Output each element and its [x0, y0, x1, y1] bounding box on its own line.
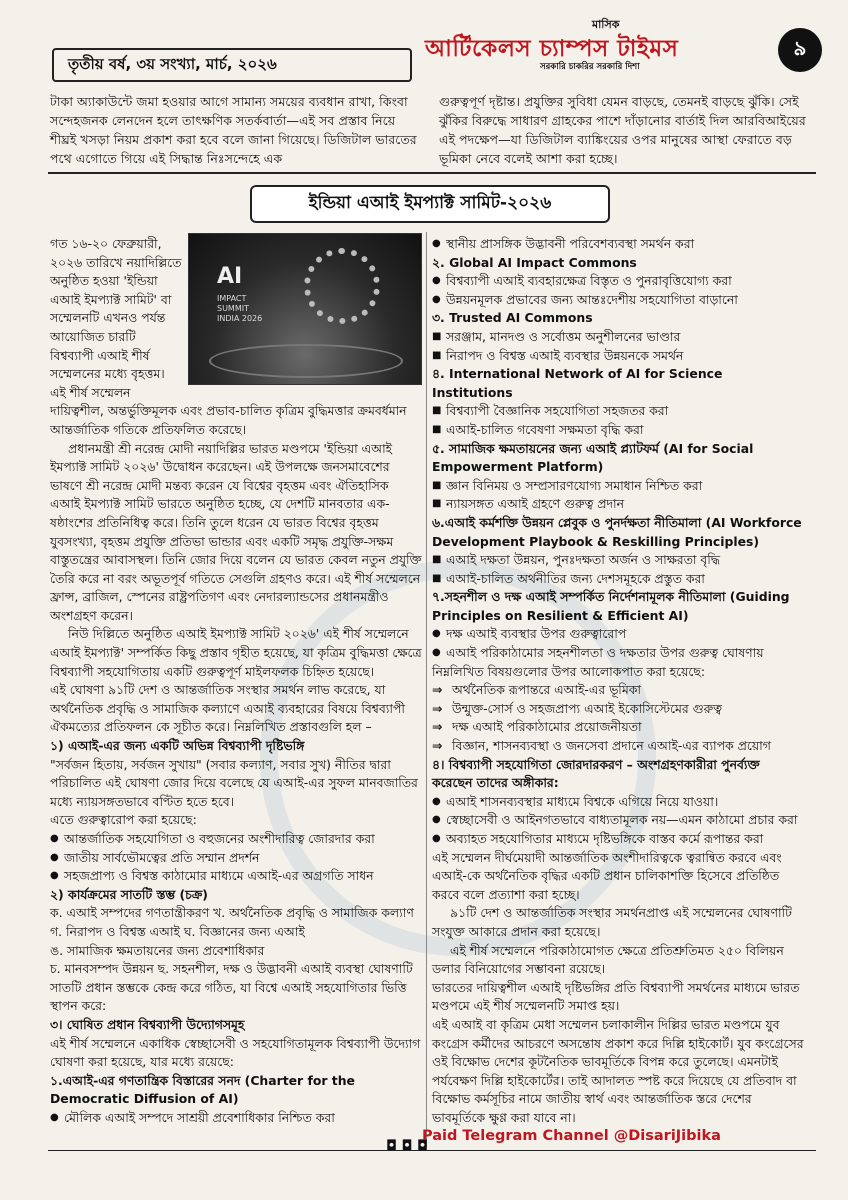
expectation-paragraph: এই সম্মেলন দীর্ঘমেয়াদী আন্তর্জাতিক অংশীদারিত্বকে ত্বরান্বিত করবে এবং এআই-কে অর্থনৈতিক বৃদ্ধির একটি প্রধান চালিকাশক্তি হিসেবে প্রতিষ্ঠিত করবে বলে প্রত্যাশা করা হচ্ছে। [432, 849, 782, 902]
heading-initiatives: ৩। ঘোষিত প্রধান বিশ্বব্যাপী উদ্যোগসমূহ [50, 1016, 245, 1032]
top-right-text: গুরুত্বপূর্ণ দৃষ্টান্ত। প্রযুক্তির সুবিধা যেমন বাড়ছে, তেমনই বাড়ছে ঝুঁকি। সেই ঝুঁকির বিরুদ্ধে সাধারণ গ্রাহকের পাশে দাঁড়ানোর বার্তাই দিল আরবিআইয়ের এই পদক্ষেপ—যা ডিজিটাল ব্যাঙ্কিংয়ের ওপর মানুষের আস্থা ফেরাতে বড় ভূমিকা নেবে বলেই আশা করা হচ্ছে। [439, 94, 806, 166]
column-divider [426, 232, 427, 1147]
declaration-paragraph: ৯১টি দেশ ও আন্তর্জাতিক সংস্থার সমর্থনপ্রাপ্ত এই সম্মেলনের ঘোষণাটি সংযুক্ত আকারে প্রদান করা হয়েছে। [432, 905, 792, 939]
pillars-paragraph: চ. মানবসম্পদ উন্নয়ন ছ. সহনশীল, দক্ষ ও উদ্ভাবনী এআই ব্যবস্থা ঘোষণাটি সাতটি প্রধান স্তম্ভকে কেন্দ্র করে গঠিত, যা বিশ্বে এআই সহযোগিতার ভিত্তি স্থাপন করে: [50, 961, 413, 1014]
list-item: ■ বিশ্বব্যাপী বৈজ্ঞানিক সহযোগিতা সহজতর করা [432, 402, 804, 421]
arrow-item: ⇒ দক্ষ এআই পরিকাঠামোর প্রয়োজনীয়তা [432, 718, 804, 737]
list-item: ● মৌলিক এআই সম্পদে সাশ্রয়ী প্রবেশাধিকার নিশ্চিত করা [50, 1109, 422, 1128]
list-item: ● স্বেচ্ছাসেবী ও আইনগতভাবে বাধ্যতামূলক নয়—এমন কাঠামো প্রচার করা [432, 811, 804, 830]
list-item: ● অব্যাহত সহযোগিতার মাধ্যমে দৃষ্টিভঙ্গিকে বাস্তব কর্মে রূপান্তর করা [432, 830, 804, 849]
heading-resilient-ai: ৭.সহনশীল ও দক্ষ এআই সম্পর্কিত নির্দেশনামূলক নীতিমালা (Guiding Principles on Resilient & Efficient AI) [432, 589, 790, 623]
heading-shared-vision: ১) এআই-এর জন্য একটি অভিন্ন বিশ্বব্যাপী দৃষ্টিভঙ্গি [50, 738, 305, 754]
list-item: ■ ন্যায়সঙ্গত এআই গ্রহণে গুরুত্ব প্রদান [432, 495, 804, 514]
heading-trusted-commons: ৩. Trusted AI Commons [432, 310, 593, 326]
list-item: ● স্থানীয় প্রাসঙ্গিক উদ্ভাবনী পরিবেশব্যবস্থা সমর্থন করা [432, 235, 804, 254]
list-item: ● এআই শাসনব্যবস্থার মাধ্যমে বিশ্বকে এগিয়ে নিয়ে যাওয়া। [432, 793, 804, 812]
pm-paragraph: প্রধানমন্ত্রী শ্রী নরেন্দ্র মোদী নয়াদিল্লির ভারত মণ্ডপমে 'ইন্ডিয়া এআই ইমপ্যাক্ট সামিট ২০২৬' উদ্বোধন করেছেন। এই উপলক্ষে জনসমাবেশের ভাষণে শ্রী নরেন্দ্র মোদী মন্তব্য করেন যে বিশ্বের বৃহত্তম এবং ঐতিহাসিক এআই ইমপ্যাক্ট সামিট ভারতে অনুষ্ঠিত হচ্ছে, যে দেশটি মানবতার এক-ষষ্ঠাংশের প্রতিনিধিত্ব করে। তিনি তুলে ধরেন যে ভারত বিশ্বের বৃহত্তম যুবসংখ্যা, বৃহত্তম প্রযুক্তি প্রতিভা ভান্ডার এবং একটি সমৃদ্ধ প্রযুক্তি-সক্ষম বাস্তুতন্ত্রের আবাসস্থল। তিনি জোর দিয়ে বলেন যে ভারত কেবল নতুন প্রযুক্তি তৈরি করে না বরং অভূতপূর্ব গতিতে সেগুলি গ্রহণও করে। এই শীর্ষ সম্মেলনে ফ্রান্স, ব্রাজিল, স্পেনের রাষ্ট্রপতিগণ এবং নেদারল্যান্ডসের প্রধানমন্ত্রীও অংশগ্রহণ করেন। [50, 440, 422, 623]
heading-global-commons: ২. Global AI Impact Commons [432, 254, 637, 270]
page-number: ৯ [778, 28, 822, 72]
list-item: ■ নিরাপদ ও বিশ্বস্ত এআই ব্যবস্থার উন্নয়নকে সমর্থন [432, 347, 804, 366]
list-item: ● জাতীয় সার্বভৌমত্বের প্রতি সম্মান প্রদর্শন [50, 849, 422, 868]
top-left-text: টাকা অ্যাকাউন্টে জমা হওয়ার আগে সামান্য সময়ের ব্যবধান রাখা, কিংবা সন্দেহজনক লেনদেন হলে তাৎক্ষণিক সতর্কবার্তা—এই সব প্রস্তাব নিয়ে শীঘ্রই খসড়া নিয়ম প্রকাশ করা হবে বলে জানা গিয়েছে। ডিজিটাল ভারতের পথে এগোতে গিয়ে এই সিদ্ধান্ত নিঃসন্দেহে এক [50, 94, 417, 166]
summit-logo-ring [304, 248, 380, 324]
list-item: ● সহজপ্রাপ্য ও বিশ্বস্ত কাঠামোর মাধ্যমে এআই-এর অগ্রগতি সাধন [50, 867, 422, 886]
list-item: ■ এআই-চালিত গবেষণা সক্ষমতা বৃদ্ধি করা [432, 421, 804, 440]
heading-workforce: ৬.এআই কর্মশক্তি উন্নয়ন প্লেবুক ও পুনর্দক্ষতা নীতিমালা (AI Workforce Development Playbook & Reskilling Principles) [432, 514, 802, 549]
summit-photo-title: AI [217, 264, 243, 289]
list-item: ● উন্নয়নমূলক প্রভাবের জন্য আন্তঃদেশীয় সহযোগিতা বাড়ানো [432, 291, 804, 310]
right-column [432, 235, 804, 1128]
proposals-paragraph: নিউ দিল্লিতে অনুষ্ঠিত এআই ইমপ্যাক্ট সামিট ২০২৬' এই শীর্ষ সম্মেলনে এআই ইমপ্যাক্ট' সম্পর্কিত কিছু প্রস্তাব গৃহীত হয়েছে, যা কৃত্রিম বুদ্ধিমত্তা ক্ষেত্রে বিশ্বব্যাপী সহযোগিতায় একটি গুরুত্বপূর্ণ মাইলফলক চিহ্নিত হয়েছে। [50, 626, 422, 679]
footer-ornaments: ◘ ◘ ◘ [386, 1138, 429, 1154]
list-item: ■ এআই-চালিত অর্থনীতির জন্য দেশসমূহকে প্রস্তুত করা [432, 570, 804, 589]
focus-line: নিম্নলিখিত বিষয়গুলোর উপর আলোকপাত করা হয়েছে: [432, 663, 706, 679]
list-item: ● বিশ্বব্যাপী এআই ব্যবহারক্ষেত্র বিস্তৃত ও পুনরাবৃত্তিযোগ্য করা [432, 272, 804, 291]
pillars-line-1: ক. এআই সম্পদের গণতান্ত্রীকরণ খ. অর্থনৈতিক প্রবৃদ্ধি ও সামাজিক কল্যাণ [50, 905, 414, 921]
pillars-line-3: ঙ. সামাজিক ক্ষমতায়নের জন্য প্রবেশাধিকার [50, 942, 265, 958]
vision-paragraph: "সর্বজন হিতায়, সর্বজন সুখায়" (সবার কল্যাণ, সবার সুখ) নীতির দ্বারা পরিচালিত এই ঘোষণা জোর দিয়ে বলেছে যে এআই-এর সুফল মানবজাতির মধ্যে ন্যায়সঙ্গতভাবে বণ্টিত হতে হবে। [50, 756, 418, 809]
heading-seven-pillars: ২) কার্যক্রমের সাতটি স্তম্ভ (চক্র) [50, 886, 208, 902]
bottom-rule [48, 1150, 816, 1151]
heading-social-empowerment: ৫. সামাজিক ক্ষমতায়নের জন্য এআই প্ল্যাটফর্ম (AI for Social Empowerment Platform) [432, 440, 754, 475]
list-item: ■ এআই দক্ষতা উন্নয়ন, পুনঃদক্ষতা অর্জন ও সাক্ষরতা বৃদ্ধি [432, 551, 804, 570]
heading-science-network: ৪. International Network of AI for Science Institutions [432, 366, 723, 400]
intro-paragraph: গত ১৬-২০ ফেব্রুয়ারী, ২০২৬ তারিখে নয়াদিল্লিতে অনুষ্ঠিত হওয়া 'ইন্ডিয়া এআই ইমপ্যাক্ট সামিট' বা সম্মেলনটি এখনও পর্যন্ত আয়োজিত চারটি বিশ্বব্যাপী এআই শীর্ষ সম্মেলনের মধ্যে বৃহত্তম। এই শীর্ষ সম্মেলন দায়িত্বশীল, অন্তর্ভুক্তিমূলক এবং প্রভাব-চালিত কৃত্রিম বুদ্ধিমত্তার ক্রমবর্ধমান আন্তর্জাতিক গতিকে প্রতিফলিত করেছে। [50, 236, 407, 437]
article-banner-title: ইন্ডিয়া এআই ইমপ্যাক্ট সামিট-২০২৬ [250, 185, 610, 223]
issue-text: তৃতীয় বর্ষ, ৩য় সংখ্যা, মার্চ, ২০২৬ [68, 54, 277, 73]
emphasis-line: এতে গুরুত্বারোপ করা হয়েছে: [50, 812, 197, 828]
summit-photo-sub: IMPACT SUMMIT INDIA 2026 [217, 294, 263, 323]
section-divider [48, 172, 816, 174]
arrow-item: ⇒ অর্থনৈতিক রূপান্তরে এআই-এর ভূমিকা [432, 681, 804, 700]
list-item: ● আন্তর্জাতিক সহযোগিতা ও বহুজনের অংশীদারিত্ব জোরদার করা [50, 830, 422, 849]
summit-photo [188, 233, 422, 385]
heading-cooperation: ৪। বিশ্বব্যাপী সহযোগিতা জোরদারকরণ – অংশগ্রহণকারীরা পুনর্ব্যক্ত করেছেন তাদের অঙ্গীকার: [432, 756, 760, 791]
investment-paragraph: এই শীর্ষ সম্মেলনে পরিকাঠামোগত ক্ষেত্রে প্রতিশ্রুতিমত ২৫০ বিলিয়ন ডলার বিনিয়োগের সম্ভাবনা রয়েছে। [432, 942, 784, 977]
pillars-line-2: গ. নিরাপদ ও বিশ্বস্ত এআই ঘ. বিজ্ঞানের জন্য এআই [50, 923, 305, 939]
list-item: ● দক্ষ এআই ব্যবস্থার উপর গুরুত্বারোপ [432, 625, 804, 644]
issue-box [52, 48, 412, 82]
highcourt-paragraph: এই এআই বা কৃত্রিম মেধা সম্মেলন চলাকালীন দিল্লির ভারত মণ্ডপমে যুব কংগ্রেস কর্মীদের আচরণে অসন্তোষ প্রকাশ করে দিল্লি হাইকোর্ট। যুব কংগ্রেসের ওই বিক্ষোভ দেশের কূটনৈতিক ভাবমূর্তিকে বিপন্ন করে তুলেছে। এমনটাই পর্যবেক্ষণ দিল্লি হাইকোর্টের। তাই আদালত স্পষ্ট করে দিয়েছে যে প্রতিবাদ বা বিক্ষোভ কর্মসূচির নামে জাতীয় স্বার্থ এবং আন্তর্জাতিক স্তরে দেশের ভাবমূর্তিকে ক্ষুণ্ণ করা যাবে না। [432, 1016, 804, 1125]
magazine-subtitle: সরকারি চাকরির সরকারি দিশা [540, 62, 640, 72]
telegram-watermark-bottom: Paid Telegram Channel @DisariJibika [422, 1128, 721, 1144]
arrow-item: ⇒ বিজ্ঞান, শাসনব্যবস্থা ও জনসেবা প্রদানে এআই-এর ব্যাপক প্রয়োগ [432, 737, 804, 756]
initiatives-paragraph: এই শীর্ষ সম্মেলনে একাধিক স্বেচ্ছাসেবী ও সহযোগিতামূলক বিশ্বব্যাপী উদ্যোগ ঘোষণা করা হয়েছে, যার মধ্যে রয়েছে: [50, 1035, 421, 1070]
list-item: ■ জ্ঞান বিনিময় ও সম্প্রসারণযোগ্য সমাধান নিশ্চিত করা [432, 477, 804, 496]
magazine-title-logo: আর্টিকেলস চ্যাম্পস টাইমস [425, 35, 679, 62]
top-continuation [50, 92, 814, 168]
left-column [50, 235, 422, 1128]
magazine-frequency: মাসিক [592, 18, 620, 31]
support-paragraph: এই ঘোষণা ৯১টি দেশ ও আন্তর্জাতিক সংস্থার সমর্থন লাভ করেছে, যা অর্থনৈতিক প্রবৃদ্ধি ও সামাজিক কল্যাণে এআই ব্যবহারের বিষয়ে বিশ্বব্যাপী ঐকমত্যের প্রতিফলন কে সূচীত করে। নিম্নলিখিত প্রস্তাবগুলি হল – [50, 682, 405, 735]
summit-stage [209, 344, 403, 378]
conclusion-paragraph: ভারতের দায়িত্বশীল এআই দৃষ্টিভঙ্গির প্রতি বিশ্বব্যাপী সমর্থনের মাধ্যমে ভারত মণ্ডপমে এই শীর্ষ সম্মেলনটি সমাপ্ত হয়। [432, 979, 800, 1014]
heading-charter: ১.এআই-এর গণতান্ত্রিক বিস্তারের সনদ (Charter for the Democratic Diffusion of AI) [50, 1072, 355, 1107]
list-item: ■ সরঞ্জাম, মানদণ্ড ও সর্বোত্তম অনুশীলনের ভাণ্ডার [432, 328, 804, 347]
arrow-item: ⇒ উন্মুক্ত-সোর্স ও সহজপ্রাপ্য এআই ইকোসিস্টেমের গুরুত্ব [432, 700, 804, 719]
list-item: ● এআই পরিকাঠামোর সহনশীলতা ও দক্ষতার উপর গুরুত্ব ঘোষণায় [432, 644, 804, 663]
